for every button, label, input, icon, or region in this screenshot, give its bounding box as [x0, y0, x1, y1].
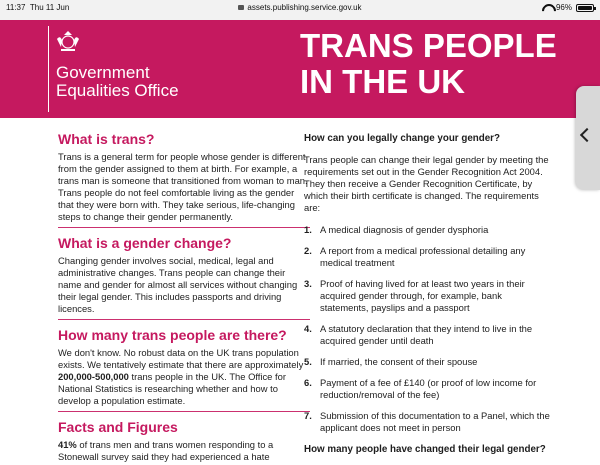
status-right [542, 3, 594, 12]
section-heading: How many trans people are there? [58, 327, 287, 343]
list-item: 1. A medical diagnosis of gender dysphoria [304, 224, 489, 235]
divider [58, 227, 310, 228]
section-text: Changing gender involves social, medical, legal and administrative changes. Trans people can change their name and gender for almost all services without changing their legal gender. This includes passports and driving licences. [58, 255, 298, 314]
section-heading: Facts and Figures [58, 419, 178, 435]
question-text: Trans people can change their legal gender by meeting the requirements set out in the Gender Recognition Act 2004. They then receive a Gender Recognition Certificate, by which their birth certificate is changed. The requirements are: [304, 154, 549, 213]
question-heading: How many people have changed their legal gender? [304, 444, 546, 455]
question-heading: How can you legally change your gender? [304, 133, 500, 144]
list-item: 6. Payment of a fee of £140 (or proof of low income for reduction/removal of the fee) [304, 377, 537, 400]
chevron-left-icon [580, 128, 594, 142]
list-item: 7. Submission of this documentation to a Panel, which the applicant does not meet in person [304, 410, 550, 433]
side-panel-handle[interactable] [576, 86, 600, 190]
section-heading: What is trans? [58, 131, 155, 147]
divider [48, 26, 49, 112]
wifi-icon [542, 4, 552, 12]
section-text: Trans is a general term for people whose gender is different from the gender assigned to them at birth. For example, a trans man is someone that transitioned from woman to man. Trans people do not feel comfortable living as the gender that they were born with. They take serious, life-changing steps to change their gender permanently. [58, 151, 308, 222]
org-name: Government Equalities Office [56, 63, 179, 100]
requirements-list [304, 224, 550, 434]
section-text: 41% of trans men and trans women responding to a Stonewall survey said they had experienced a hate [58, 439, 274, 462]
list-item: 4. A statutory declaration that they intend to live in the acquired gender until death [304, 323, 533, 346]
lock-icon [238, 5, 244, 10]
section-text: We don't know. No robust data on the UK trans population exists. We tentatively estimate that there are approximately 200,000-500,000 trans people in the UK. The Office for National Statistics is researching whether and how to develop a population estimate. [58, 347, 304, 406]
page-title: TRANS PEOPLE IN THE UK [300, 27, 557, 100]
header-banner [0, 20, 600, 118]
address-bar[interactable]: assets.publishing.service.gov.uk [0, 3, 600, 12]
divider [58, 411, 310, 412]
royal-crest-icon [54, 30, 82, 52]
status-time: 11:37 Thu 11 Jun [6, 3, 70, 12]
right-column [304, 132, 550, 465]
battery-percent: 96% [555, 3, 572, 12]
divider [58, 319, 310, 320]
status-bar [0, 0, 600, 20]
battery-icon [576, 4, 594, 12]
section-heading: What is a gender change? [58, 235, 232, 251]
left-column [58, 130, 310, 463]
list-item: 5. If married, the consent of their spouse [304, 356, 478, 367]
header-diagonal [226, 20, 306, 118]
list-item: 3. Proof of having lived for at least two years in their acquired gender through, for example, bank statements, payslips and a passport [304, 278, 525, 313]
list-item: 2. A report from a medical professional detailing any medical treatment [304, 245, 526, 268]
